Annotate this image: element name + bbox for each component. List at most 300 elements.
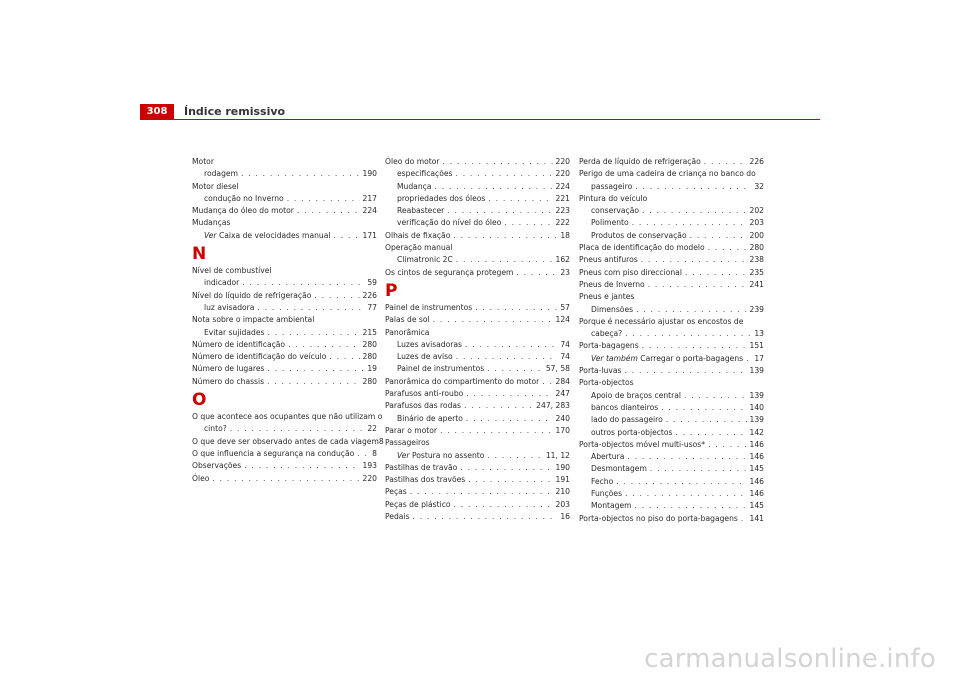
index-term-text: Panorâmica do compartimento do motor [385, 376, 540, 386]
index-subentry [579, 402, 764, 414]
index-term [579, 340, 639, 352]
dot-leader [455, 168, 552, 180]
index-term [591, 500, 632, 512]
index-subentry [192, 277, 377, 289]
index-term [397, 351, 453, 363]
index-term-text: Perda de líquido de refrigeração [579, 157, 701, 166]
dot-leader [487, 450, 542, 462]
dot-leader [516, 267, 557, 279]
index-term-text: Painel de instrumentos [397, 364, 485, 374]
index-term-text: Pastilhas de travão [385, 462, 458, 472]
index-term-text: Climatronic 2C [397, 255, 453, 265]
index-term-text: Pedais [385, 512, 410, 522]
page-reference: 18 [560, 230, 570, 240]
index-term-text: verificação do nível do óleo [397, 218, 502, 228]
index-term-text: condução no Inverno [204, 193, 284, 203]
index-subentry [192, 168, 377, 180]
index-term-text: Reabastecer [397, 206, 445, 216]
index-subentry [579, 353, 764, 365]
page-reference: 203 [749, 218, 764, 228]
index-term [204, 230, 330, 242]
dot-leader [676, 427, 747, 439]
index-subentry [385, 181, 570, 193]
index-entry [385, 486, 570, 498]
page-reference: 284 [555, 376, 570, 386]
dot-leader [624, 365, 746, 377]
index-entry [385, 376, 570, 388]
index-entry [579, 242, 764, 254]
index-entry [192, 205, 377, 217]
page-reference: 74 [560, 339, 570, 349]
section-letter: O [192, 390, 207, 411]
index-subentry [385, 217, 570, 229]
index-term [385, 302, 472, 314]
index-entry [385, 462, 570, 474]
index-subentry [579, 476, 764, 488]
index-term [591, 463, 647, 475]
index-entry [579, 439, 764, 451]
index-term [591, 451, 624, 463]
index-term [591, 328, 622, 340]
index-term-text: Parafusos anti-roubo [385, 389, 464, 399]
index-term-text: passageiro [591, 181, 633, 191]
index-subentry [579, 451, 764, 463]
index-entry [579, 328, 764, 340]
page-reference: 280 [749, 243, 764, 253]
index-term [397, 339, 462, 351]
index-term [397, 193, 485, 205]
page-reference: 210 [555, 487, 570, 497]
index-term-text: Dimensões [591, 304, 634, 314]
see-reference: Ver também [591, 353, 638, 363]
dot-leader [616, 476, 746, 488]
index-subentry [385, 363, 570, 375]
page-reference: 223 [555, 206, 570, 216]
page-reference: 23 [560, 267, 570, 277]
index-term-text: Número de identificação do veículo [192, 352, 327, 362]
index-term [591, 390, 681, 402]
dot-leader [708, 242, 747, 254]
index-entry [192, 339, 377, 351]
page-reference: 170 [555, 425, 570, 435]
index-term-text: Fecho [591, 476, 614, 486]
page-reference: 217 [362, 193, 377, 203]
dot-leader [314, 290, 359, 302]
index-term [591, 353, 743, 365]
index-term [591, 402, 658, 414]
page-reference: 16 [560, 512, 570, 522]
index-term [385, 388, 463, 400]
dot-leader [468, 474, 552, 486]
index-term [385, 499, 451, 511]
dot-leader [447, 205, 552, 217]
index-term-text: Palas de sol [385, 315, 430, 325]
dot-leader [632, 217, 747, 229]
index-term [192, 363, 264, 375]
dot-leader [287, 193, 360, 205]
index-term-text: cinto? [204, 424, 227, 434]
index-term [591, 488, 622, 500]
index-subentry [579, 414, 764, 426]
dot-leader [625, 488, 746, 500]
index-term [385, 267, 513, 279]
index-entry [192, 363, 377, 375]
index-entry [192, 460, 377, 472]
index-term-text: Número de identificação [192, 339, 286, 349]
index-entry [579, 267, 764, 279]
index-entry [385, 388, 570, 400]
index-entry [385, 400, 570, 412]
dot-leader [666, 414, 747, 426]
dot-leader [642, 205, 746, 217]
page-reference: 247 [555, 389, 570, 399]
page-reference: 8 [378, 436, 384, 446]
index-subentry [579, 427, 764, 439]
index-entry [385, 156, 570, 168]
index-term-text: Postura no assento [411, 450, 485, 460]
index-term-text: luz avisadora [204, 302, 255, 312]
index-term [385, 156, 440, 168]
index-entry [385, 474, 570, 486]
index-entry [385, 314, 570, 326]
index-term-text: Desmontagem [591, 464, 647, 474]
index-term-text: Binário de aperto [397, 413, 463, 423]
page-reference: 226 [749, 157, 764, 166]
index-term [397, 217, 501, 229]
index-term [204, 168, 238, 180]
see-reference: Ver [204, 230, 217, 240]
index-term-text: O que deve ser observado antes de cada viagem [192, 436, 379, 446]
index-term-text: Polimento [591, 218, 629, 228]
index-term-text: Luzes de aviso [397, 352, 453, 362]
index-term [591, 476, 613, 488]
index-subentry [579, 390, 764, 402]
index-term-text: Caixa de velocidades manual [218, 230, 331, 240]
index-heading [579, 316, 764, 328]
index-term-text: Apoio de braços central [591, 390, 682, 400]
dot-leader [288, 339, 359, 351]
dot-leader [357, 448, 369, 460]
index-term [397, 413, 463, 425]
index-term-text: rodagem [204, 169, 238, 179]
page-reference: 140 [749, 402, 764, 412]
index-term: Porta-objectos [579, 378, 634, 388]
page-reference: 59 [367, 278, 377, 288]
dot-leader [685, 267, 747, 279]
index-column-3 [579, 156, 764, 525]
index-entry [579, 365, 764, 377]
index-term-text: Pneus com piso direccional [579, 267, 682, 277]
dot-leader [244, 460, 359, 472]
index-subentry [579, 217, 764, 229]
page-reference: 139 [749, 366, 764, 376]
index-term-text: Mudança do óleo do motor [192, 206, 294, 216]
dot-leader [433, 314, 553, 326]
dot-leader [684, 390, 746, 402]
index-entry [192, 290, 377, 302]
page-title: Índice remissivo [184, 105, 286, 118]
dot-leader [641, 254, 747, 266]
index-term [385, 511, 410, 523]
dot-leader [648, 279, 747, 291]
index-term: Motor diesel [192, 181, 239, 191]
dot-leader [635, 181, 751, 193]
page-reference: 221 [555, 193, 570, 203]
dot-leader [642, 340, 747, 352]
index-subentry [192, 193, 377, 205]
index-term [579, 156, 701, 168]
page-reference: 22 [367, 424, 377, 434]
dot-leader [661, 402, 746, 414]
index-term-text: lado do passageiro [591, 415, 663, 425]
index-heading [579, 377, 764, 389]
index-term-text: Peças de plástico [385, 499, 451, 509]
page-reference: 13 [754, 329, 764, 339]
index-term [579, 242, 705, 254]
index-entry [385, 230, 570, 242]
index-column-1 [192, 156, 384, 485]
page-reference: 142 [749, 427, 764, 437]
index-term [397, 450, 484, 462]
index-subentry [579, 205, 764, 217]
dot-leader [464, 400, 533, 412]
index-entry [385, 425, 570, 437]
page-reference: 77 [367, 302, 377, 312]
index-entry [192, 423, 377, 435]
dot-leader [704, 156, 747, 168]
index-subentry [579, 304, 764, 316]
index-term: Mudanças [192, 218, 231, 228]
index-term [192, 473, 209, 485]
index-entry [192, 448, 377, 460]
page-reference: 11, 12 [545, 450, 570, 460]
page-reference: 220 [362, 473, 377, 483]
index-term-text: Número de lugares [192, 364, 265, 374]
index-entry [579, 181, 764, 193]
page-reference: 190 [555, 462, 570, 472]
index-heading [385, 437, 570, 449]
index-term: Panorâmica [385, 327, 430, 337]
index-term-text: Evitar sujidades [204, 327, 265, 337]
index-term-text: Porta-luvas [579, 366, 622, 376]
index-subentry [385, 450, 570, 462]
page-reference: 57 [560, 302, 570, 312]
page-reference: 146 [749, 439, 764, 449]
index-subentry [579, 230, 764, 242]
dot-leader [465, 339, 557, 351]
index-term [591, 230, 687, 242]
dot-leader [443, 156, 553, 168]
page-number-badge: 308 [140, 104, 174, 120]
page-reference: 240 [555, 413, 570, 423]
page-reference: 141 [749, 513, 764, 523]
dot-leader [230, 423, 365, 435]
index-term: Perigo de uma cadeira de criança no banco do [579, 169, 756, 179]
index-subentry [385, 193, 570, 205]
dot-leader [257, 302, 364, 314]
index-heading [385, 327, 570, 339]
index-term-text: Placa de identificação do modelo [579, 243, 705, 253]
index-term-text: Abertura [591, 452, 625, 462]
page-reference: 146 [749, 452, 764, 462]
page-reference: 171 [362, 230, 377, 240]
section-letter: P [385, 280, 398, 301]
section-letter: N [192, 244, 207, 265]
index-heading [579, 193, 764, 205]
index-term: Operação manual [385, 243, 453, 253]
dot-leader [650, 463, 747, 475]
index-term [192, 448, 354, 460]
index-entry [385, 511, 570, 523]
index-term: O que acontece aos ocupantes que não utilizam o [192, 412, 383, 422]
index-term: Nível de combustível [192, 266, 272, 276]
index-term [204, 423, 227, 435]
dot-leader [413, 511, 558, 523]
index-term [397, 181, 431, 193]
page-reference: 224 [555, 181, 570, 191]
index-subentry [385, 205, 570, 217]
index-heading [579, 168, 764, 180]
dot-leader [746, 353, 751, 365]
dot-leader [241, 168, 360, 180]
index-term [192, 339, 285, 351]
dot-leader [212, 473, 359, 485]
index-term-text: Óleo [192, 473, 210, 483]
dot-leader [267, 363, 364, 375]
dot-leader [625, 328, 751, 340]
dot-leader [488, 193, 552, 205]
index-term [397, 363, 484, 375]
dot-leader [475, 302, 557, 314]
index-entry [385, 302, 570, 314]
page-reference: 124 [555, 315, 570, 325]
index-term [579, 513, 738, 525]
page-reference: 215 [362, 327, 377, 337]
index-entry [192, 376, 377, 388]
index-term-text: outros porta-objectos [591, 427, 673, 437]
index-term-text: Parafusos das rodas [385, 401, 462, 411]
index-heading [385, 242, 570, 254]
page-reference: 146 [749, 476, 764, 486]
page-reference: 247, 283 [536, 401, 570, 411]
page-reference: 193 [362, 461, 377, 471]
index-term [579, 439, 705, 451]
page-reference: 190 [362, 169, 377, 179]
index-term-text: Pastilhas dos travões [385, 475, 466, 485]
index-term-text: Funções [591, 489, 623, 499]
index-term-text: Óleo do motor [385, 157, 440, 166]
dot-leader [466, 388, 552, 400]
dot-leader [454, 499, 553, 511]
index-term: Motor [192, 157, 214, 166]
page-reference: 151 [749, 341, 764, 351]
index-term-text: Carregar o porta-bagagens [640, 353, 744, 363]
index-term [204, 327, 264, 339]
dot-leader [453, 230, 557, 242]
index-term [591, 205, 639, 217]
page-reference: 280 [362, 339, 377, 349]
dot-leader [504, 217, 552, 229]
index-term-text: Luzes avisadoras [397, 339, 463, 349]
page-reference: 220 [555, 169, 570, 179]
index-term [591, 217, 629, 229]
index-subentry [385, 254, 570, 266]
page-reference: 74 [560, 352, 570, 362]
index-subentry [579, 463, 764, 475]
index-heading [192, 411, 383, 423]
dot-leader [267, 376, 359, 388]
index-subentry [385, 351, 570, 363]
index-term-text: O que influencia a segurança na condução [192, 448, 355, 458]
index-column-2 [385, 156, 570, 523]
page-reference: 238 [749, 255, 764, 265]
index-heading [192, 314, 377, 326]
index-term-text: Porta-bagagens [579, 341, 639, 351]
index-term [591, 427, 673, 439]
page-reference: 162 [555, 255, 570, 265]
index-term [397, 168, 452, 180]
page-reference: 200 [749, 230, 764, 240]
index-heading [192, 156, 377, 168]
index-term: Passageiros [385, 438, 430, 448]
index-term: Pneus e jantes [579, 292, 635, 302]
index-term-text: propriedades dos óleos [397, 193, 486, 203]
page-reference: 235 [749, 267, 764, 277]
index-term [579, 279, 645, 291]
page-reference: 239 [749, 304, 764, 314]
index-term [591, 304, 633, 316]
index-term [579, 365, 621, 377]
index-term-text: Porta-objectos móvel multi-usos* [579, 439, 706, 449]
index-term [204, 302, 254, 314]
index-heading [192, 265, 377, 277]
index-term [192, 376, 264, 388]
page-reference: 224 [362, 206, 377, 216]
index-term [385, 486, 407, 498]
index-term [591, 414, 663, 426]
index-term [204, 277, 239, 289]
dot-leader [690, 230, 747, 242]
index-subentry [192, 327, 377, 339]
index-term-text: especificações [397, 169, 453, 179]
index-term [192, 436, 379, 448]
index-term [397, 205, 444, 217]
index-term: Nota sobre o impacte ambiental [192, 315, 315, 325]
dot-leader [741, 513, 747, 525]
index-term [385, 400, 461, 412]
page-reference: 220 [555, 157, 570, 166]
index-term [204, 193, 284, 205]
index-subentry [385, 168, 570, 180]
index-term-text: Nível do líquido de refrigeração [192, 290, 312, 300]
dot-leader [456, 351, 558, 363]
index-entry [385, 499, 570, 511]
dot-leader [542, 376, 552, 388]
header-rule [140, 119, 820, 120]
page-header [140, 104, 820, 120]
dot-leader [466, 413, 553, 425]
index-term [591, 181, 632, 193]
index-entry [579, 513, 764, 525]
index-term-text: Pneus antifuros [579, 255, 638, 265]
page-reference: 145 [749, 464, 764, 474]
page-reference: 8 [372, 448, 377, 458]
index-term-text: cabeça? [591, 329, 623, 339]
index-term-text: Parar o motor [385, 425, 438, 435]
index-term [579, 254, 638, 266]
index-subentry [192, 230, 377, 242]
page-reference: 139 [749, 390, 764, 400]
